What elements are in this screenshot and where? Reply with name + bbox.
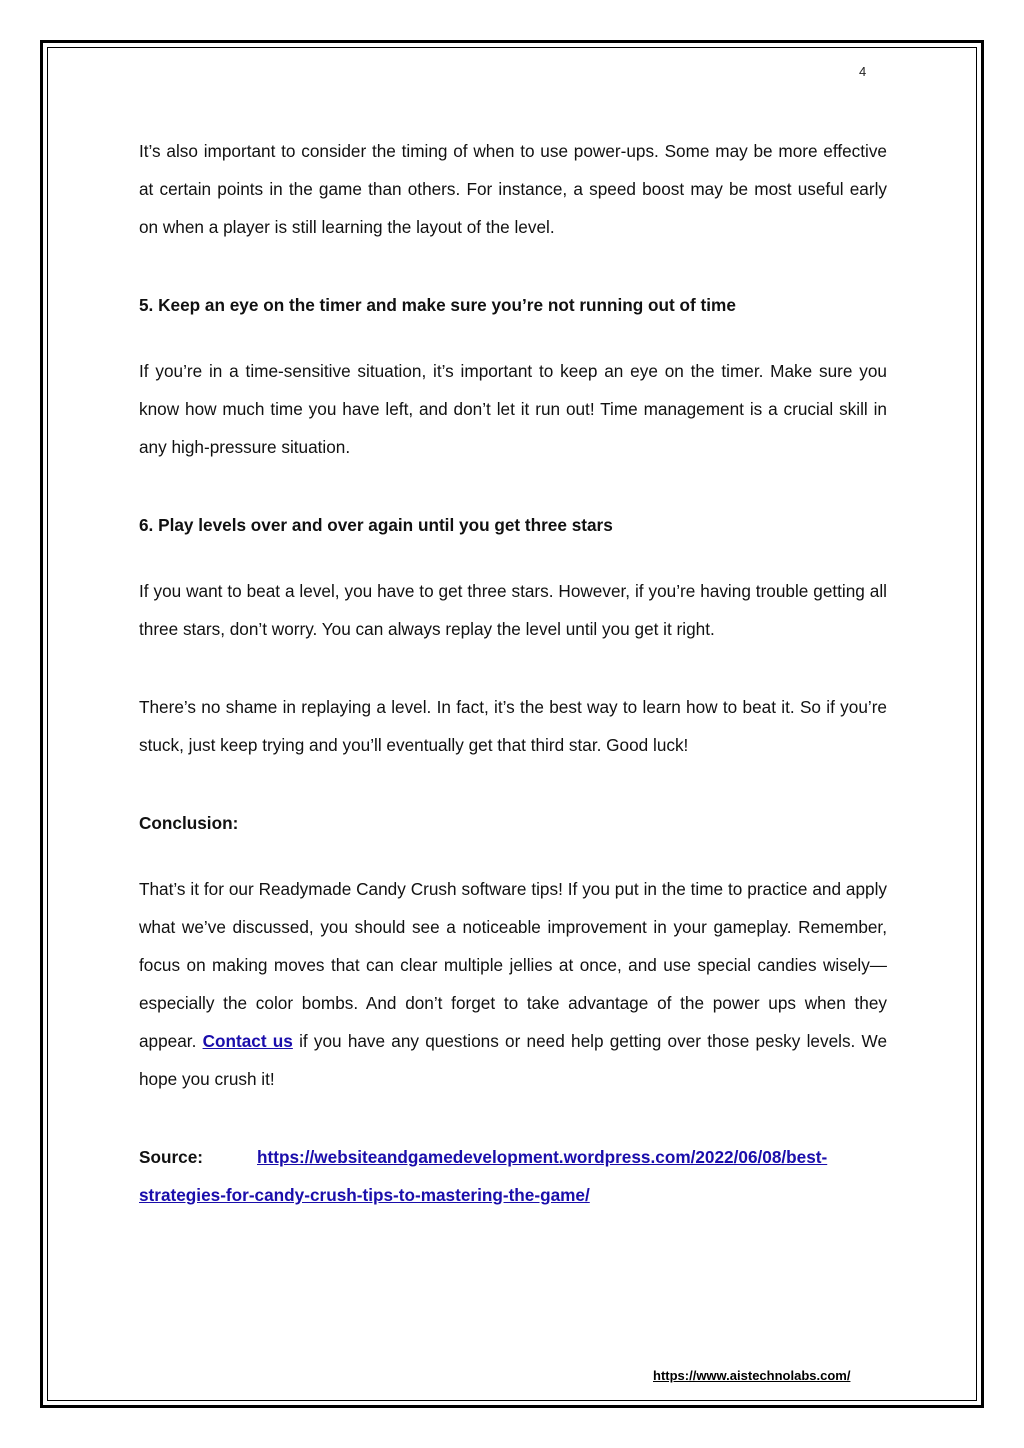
heading-conclusion: Conclusion: <box>139 813 239 833</box>
paragraph-conclusion <box>139 870 887 1098</box>
source-url-link[interactable]: https://websiteandgamedevelopment.wordpress.com/2022/06/08/best-strategies-for-candy-crush-tips-to-mastering-the-game/ <box>139 1147 828 1205</box>
document-body <box>139 132 887 1214</box>
paragraph-three-stars: If you want to beat a level, you have to get three stars. However, if you’re having trouble getting all three stars, don’t worry. You can always replay the level until you get it right. <box>139 581 887 639</box>
source-line <box>139 1138 887 1214</box>
heading-three-stars: 6. Play levels over and over again until you get three stars <box>139 515 613 535</box>
conclusion-text-before-link: That’s it for our Readymade Candy Crush software tips! If you put in the time to practice and apply what we’ve discussed, you should see a noticeable improvement in your gameplay. Remember, focus on making moves that can clear multiple jellies at once, and use special candies wisely—especially the color bombs. And don’t forget to take advantage of the power ups when they appear. <box>139 879 887 1051</box>
paragraph-timer: If you’re in a time-sensitive situation, it’s important to keep an eye on the timer. Make sure you know how much time you have left, and don’t let it run out! Time management is a crucial skill in any high-pressure situation. <box>139 361 887 457</box>
paragraph-power-up-timing: It’s also important to consider the timing of when to use power-ups. Some may be more effective at certain points in the game than others. For instance, a speed boost may be most useful early on when a player is still learning the layout of the level. <box>139 141 887 237</box>
footer-website-link[interactable]: https://www.aistechnolabs.com/ <box>653 1368 851 1383</box>
page-number: 4 <box>859 64 867 79</box>
contact-us-link[interactable]: Contact us <box>202 1031 293 1051</box>
paragraph-replaying: There’s no shame in replaying a level. In fact, it’s the best way to learn how to beat it. So if you’re stuck, just keep trying and you’ll eventually get that third star. Good luck! <box>139 697 887 755</box>
source-label: Source: <box>139 1147 203 1167</box>
conclusion-text-after-link: if you have any questions or need help getting over those pesky levels. We hope you crush it! <box>139 1031 888 1089</box>
heading-timer: 5. Keep an eye on the timer and make sure you’re not running out of time <box>139 295 736 315</box>
